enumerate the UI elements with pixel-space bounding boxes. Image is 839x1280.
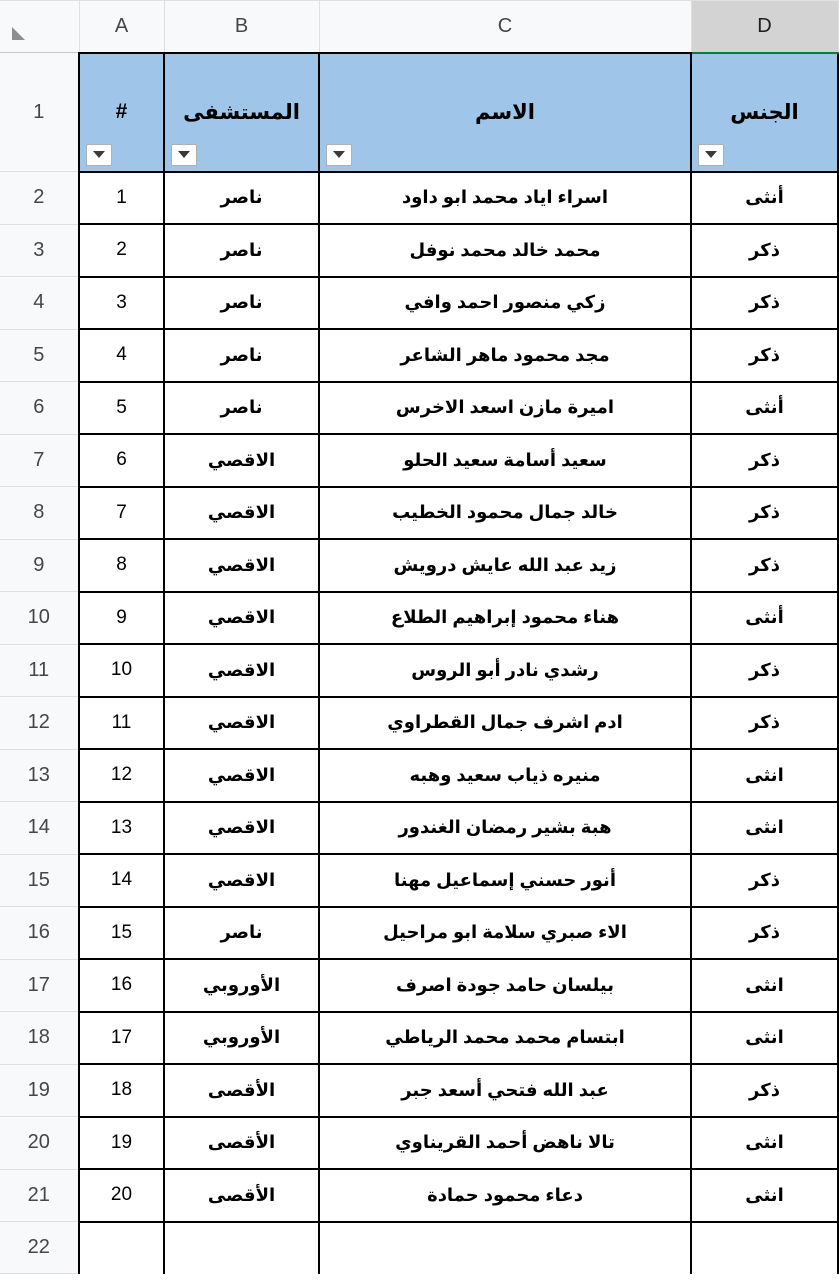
cell-name[interactable]: محمد خالد محمد نوفل (319, 224, 691, 277)
select-all-triangle-icon (12, 27, 25, 40)
table-row[interactable] (0, 277, 838, 330)
row-header[interactable]: 7 (0, 434, 79, 487)
row-header[interactable]: 19 (0, 1064, 79, 1117)
cell-index[interactable]: 19 (79, 1117, 164, 1170)
table-row-empty[interactable] (0, 1222, 838, 1274)
table-row[interactable] (0, 907, 838, 960)
cell-name[interactable]: ادم اشرف جمال القطراوي (319, 697, 691, 750)
cell-index[interactable]: 2 (79, 224, 164, 277)
row-header[interactable]: 17 (0, 959, 79, 1012)
header-label-index: # (115, 100, 128, 123)
cell-name[interactable]: سعيد أسامة سعيد الحلو (319, 434, 691, 487)
cell-gender[interactable]: ذكر (691, 224, 838, 277)
cell-hospital[interactable]: ناصر (164, 382, 319, 435)
cell-index[interactable]: 8 (79, 539, 164, 592)
cell-gender[interactable]: انثى (691, 959, 838, 1012)
cell-name[interactable]: ابتسام محمد محمد الرياطي (319, 1012, 691, 1065)
cell-index[interactable]: 6 (79, 434, 164, 487)
cell-hospital[interactable]: ناصر (164, 329, 319, 382)
cell-gender[interactable]: ذكر (691, 329, 838, 382)
header-cell-index[interactable] (79, 53, 164, 172)
cell-hospital[interactable]: ناصر (164, 172, 319, 225)
cell-hospital[interactable]: الأقصى (164, 1064, 319, 1117)
table-row[interactable] (0, 959, 838, 1012)
cell-index[interactable]: 1 (79, 172, 164, 225)
cell-gender[interactable]: ذكر (691, 277, 838, 330)
cell-hospital[interactable]: الاقصي (164, 802, 319, 855)
cell-gender[interactable]: ذكر (691, 854, 838, 907)
cell-gender[interactable]: ذكر (691, 697, 838, 750)
row-header[interactable]: 15 (0, 854, 79, 907)
table-row[interactable] (0, 592, 838, 645)
filter-dropdown-icon-c[interactable] (326, 144, 352, 166)
cell-index[interactable]: 3 (79, 277, 164, 330)
cell-hospital[interactable]: الاقصي (164, 487, 319, 540)
cell-index[interactable]: 11 (79, 697, 164, 750)
cell-hospital[interactable]: ناصر (164, 277, 319, 330)
cell-name[interactable]: تالا ناهض أحمد القريناوي (319, 1117, 691, 1170)
row-header[interactable]: 11 (0, 644, 79, 697)
row-header[interactable]: 8 (0, 487, 79, 540)
table-row[interactable] (0, 382, 838, 435)
cell-name[interactable]: هناء محمود إبراهيم الطلاع (319, 592, 691, 645)
cell-hospital[interactable]: الأوروبي (164, 959, 319, 1012)
row-header[interactable]: 18 (0, 1012, 79, 1065)
cell-hospital-empty[interactable] (164, 1222, 319, 1274)
cell-name[interactable]: هبة بشير رمضان الغندور (319, 802, 691, 855)
row-header[interactable]: 16 (0, 907, 79, 960)
cell-name[interactable]: بيلسان حامد جودة اصرف (319, 959, 691, 1012)
cell-gender-empty[interactable] (691, 1222, 838, 1274)
cell-gender[interactable]: ذكر (691, 644, 838, 697)
cell-index[interactable]: 4 (79, 329, 164, 382)
row-header[interactable]: 13 (0, 749, 79, 802)
cell-name[interactable]: زكي منصور احمد وافي (319, 277, 691, 330)
header-cell-hospital[interactable] (164, 53, 319, 172)
table-row[interactable] (0, 172, 838, 225)
table-row[interactable] (0, 644, 838, 697)
cell-name[interactable]: الاء صبري سلامة ابو مراحيل (319, 907, 691, 960)
cell-hospital[interactable]: الأوروبي (164, 1012, 319, 1065)
cell-name-empty[interactable] (319, 1222, 691, 1274)
cell-hospital[interactable]: الأقصى (164, 1117, 319, 1170)
cell-gender[interactable]: ذكر (691, 434, 838, 487)
cell-hospital[interactable]: الاقصي (164, 697, 319, 750)
cell-gender[interactable]: أنثى (691, 172, 838, 225)
header-cell-name[interactable] (319, 53, 691, 172)
row-header[interactable]: 4 (0, 277, 79, 330)
cell-name[interactable]: خالد جمال محمود الخطيب (319, 487, 691, 540)
row-header[interactable]: 12 (0, 697, 79, 750)
row-header[interactable]: 20 (0, 1117, 79, 1170)
cell-index[interactable]: 12 (79, 749, 164, 802)
cell-name[interactable]: منيره ذياب سعيد وهبه (319, 749, 691, 802)
cell-name[interactable]: رشدي نادر أبو الروس (319, 644, 691, 697)
cell-hospital[interactable]: الاقصي (164, 749, 319, 802)
row-header[interactable]: 22 (0, 1222, 79, 1274)
header-label-gender: الجنس (730, 100, 799, 124)
cell-gender[interactable]: انثى (691, 1012, 838, 1065)
cell-gender[interactable]: ذكر (691, 1064, 838, 1117)
column-header-a[interactable]: A (79, 1, 164, 53)
cell-gender[interactable]: انثى (691, 802, 838, 855)
cell-index[interactable]: 16 (79, 959, 164, 1012)
cell-index[interactable]: 10 (79, 644, 164, 697)
cell-name[interactable]: أنور حسني إسماعيل مهنا (319, 854, 691, 907)
cell-gender[interactable]: ذكر (691, 907, 838, 960)
cell-hospital[interactable]: الاقصي (164, 539, 319, 592)
cell-name[interactable]: اسراء اياد محمد ابو داود (319, 172, 691, 225)
table-row[interactable] (0, 224, 838, 277)
cell-index-empty[interactable] (79, 1222, 164, 1274)
row-header-1[interactable]: 1 (0, 53, 79, 172)
table-row[interactable] (0, 749, 838, 802)
table-row[interactable] (0, 697, 838, 750)
cell-gender[interactable]: أنثى (691, 592, 838, 645)
cell-name[interactable]: عبد الله فتحي أسعد جبر (319, 1064, 691, 1117)
cell-name[interactable]: زيد عبد الله عايش درويش (319, 539, 691, 592)
cell-index[interactable]: 13 (79, 802, 164, 855)
cell-index[interactable]: 18 (79, 1064, 164, 1117)
header-label-hospital: المستشفى (183, 100, 300, 124)
row-header[interactable]: 2 (0, 172, 79, 225)
cell-name[interactable]: اميرة مازن اسعد الاخرس (319, 382, 691, 435)
cell-gender[interactable]: أنثى (691, 382, 838, 435)
row-header[interactable]: 10 (0, 592, 79, 645)
cell-hospital[interactable]: الأقصى (164, 1169, 319, 1222)
cell-hospital[interactable]: الاقصي (164, 644, 319, 697)
row-header[interactable]: 3 (0, 224, 79, 277)
cell-gender[interactable]: انثى (691, 749, 838, 802)
cell-index[interactable]: 14 (79, 854, 164, 907)
cell-index[interactable]: 15 (79, 907, 164, 960)
table-row[interactable] (0, 539, 838, 592)
cell-index[interactable]: 9 (79, 592, 164, 645)
row-header[interactable]: 21 (0, 1169, 79, 1222)
cell-hospital[interactable]: الاقصي (164, 854, 319, 907)
header-label-name: الاسم (475, 100, 535, 124)
table-row[interactable] (0, 329, 838, 382)
row-header[interactable]: 9 (0, 539, 79, 592)
cell-name[interactable]: دعاء محمود حمادة (319, 1169, 691, 1222)
column-header-b[interactable]: B (164, 1, 319, 53)
table-row[interactable] (0, 854, 838, 907)
cell-index[interactable]: 17 (79, 1012, 164, 1065)
column-header-d[interactable]: D (691, 1, 838, 53)
cell-gender[interactable]: ذكر (691, 487, 838, 540)
cell-hospital[interactable]: ناصر (164, 224, 319, 277)
column-header-c[interactable]: C (319, 1, 691, 53)
cell-hospital[interactable]: ناصر (164, 907, 319, 960)
table-header-band-row (0, 53, 838, 172)
row-header[interactable]: 14 (0, 802, 79, 855)
filter-dropdown-icon-a[interactable] (86, 144, 112, 166)
filter-dropdown-icon-d[interactable] (698, 144, 724, 166)
cell-index[interactable]: 20 (79, 1169, 164, 1222)
cell-hospital[interactable]: الاقصي (164, 434, 319, 487)
table-row[interactable] (0, 487, 838, 540)
cell-index[interactable]: 5 (79, 382, 164, 435)
cell-gender[interactable]: انثى (691, 1117, 838, 1170)
table-row[interactable] (0, 1117, 838, 1170)
row-header[interactable]: 6 (0, 382, 79, 435)
cell-gender[interactable]: ذكر (691, 539, 838, 592)
table-row[interactable] (0, 1064, 838, 1117)
table-row[interactable] (0, 1012, 838, 1065)
cell-name[interactable]: مجد محمود ماهر الشاعر (319, 329, 691, 382)
header-cell-gender[interactable] (691, 53, 838, 172)
cell-hospital[interactable]: الاقصي (164, 592, 319, 645)
table-row[interactable] (0, 434, 838, 487)
table-row[interactable] (0, 1169, 838, 1222)
select-all-corner[interactable] (0, 1, 79, 53)
row-header[interactable]: 5 (0, 329, 79, 382)
filter-dropdown-icon-b[interactable] (171, 144, 197, 166)
table-row[interactable] (0, 802, 838, 855)
cell-index[interactable]: 7 (79, 487, 164, 540)
cell-gender[interactable]: انثى (691, 1169, 838, 1222)
column-header-row (0, 1, 838, 53)
